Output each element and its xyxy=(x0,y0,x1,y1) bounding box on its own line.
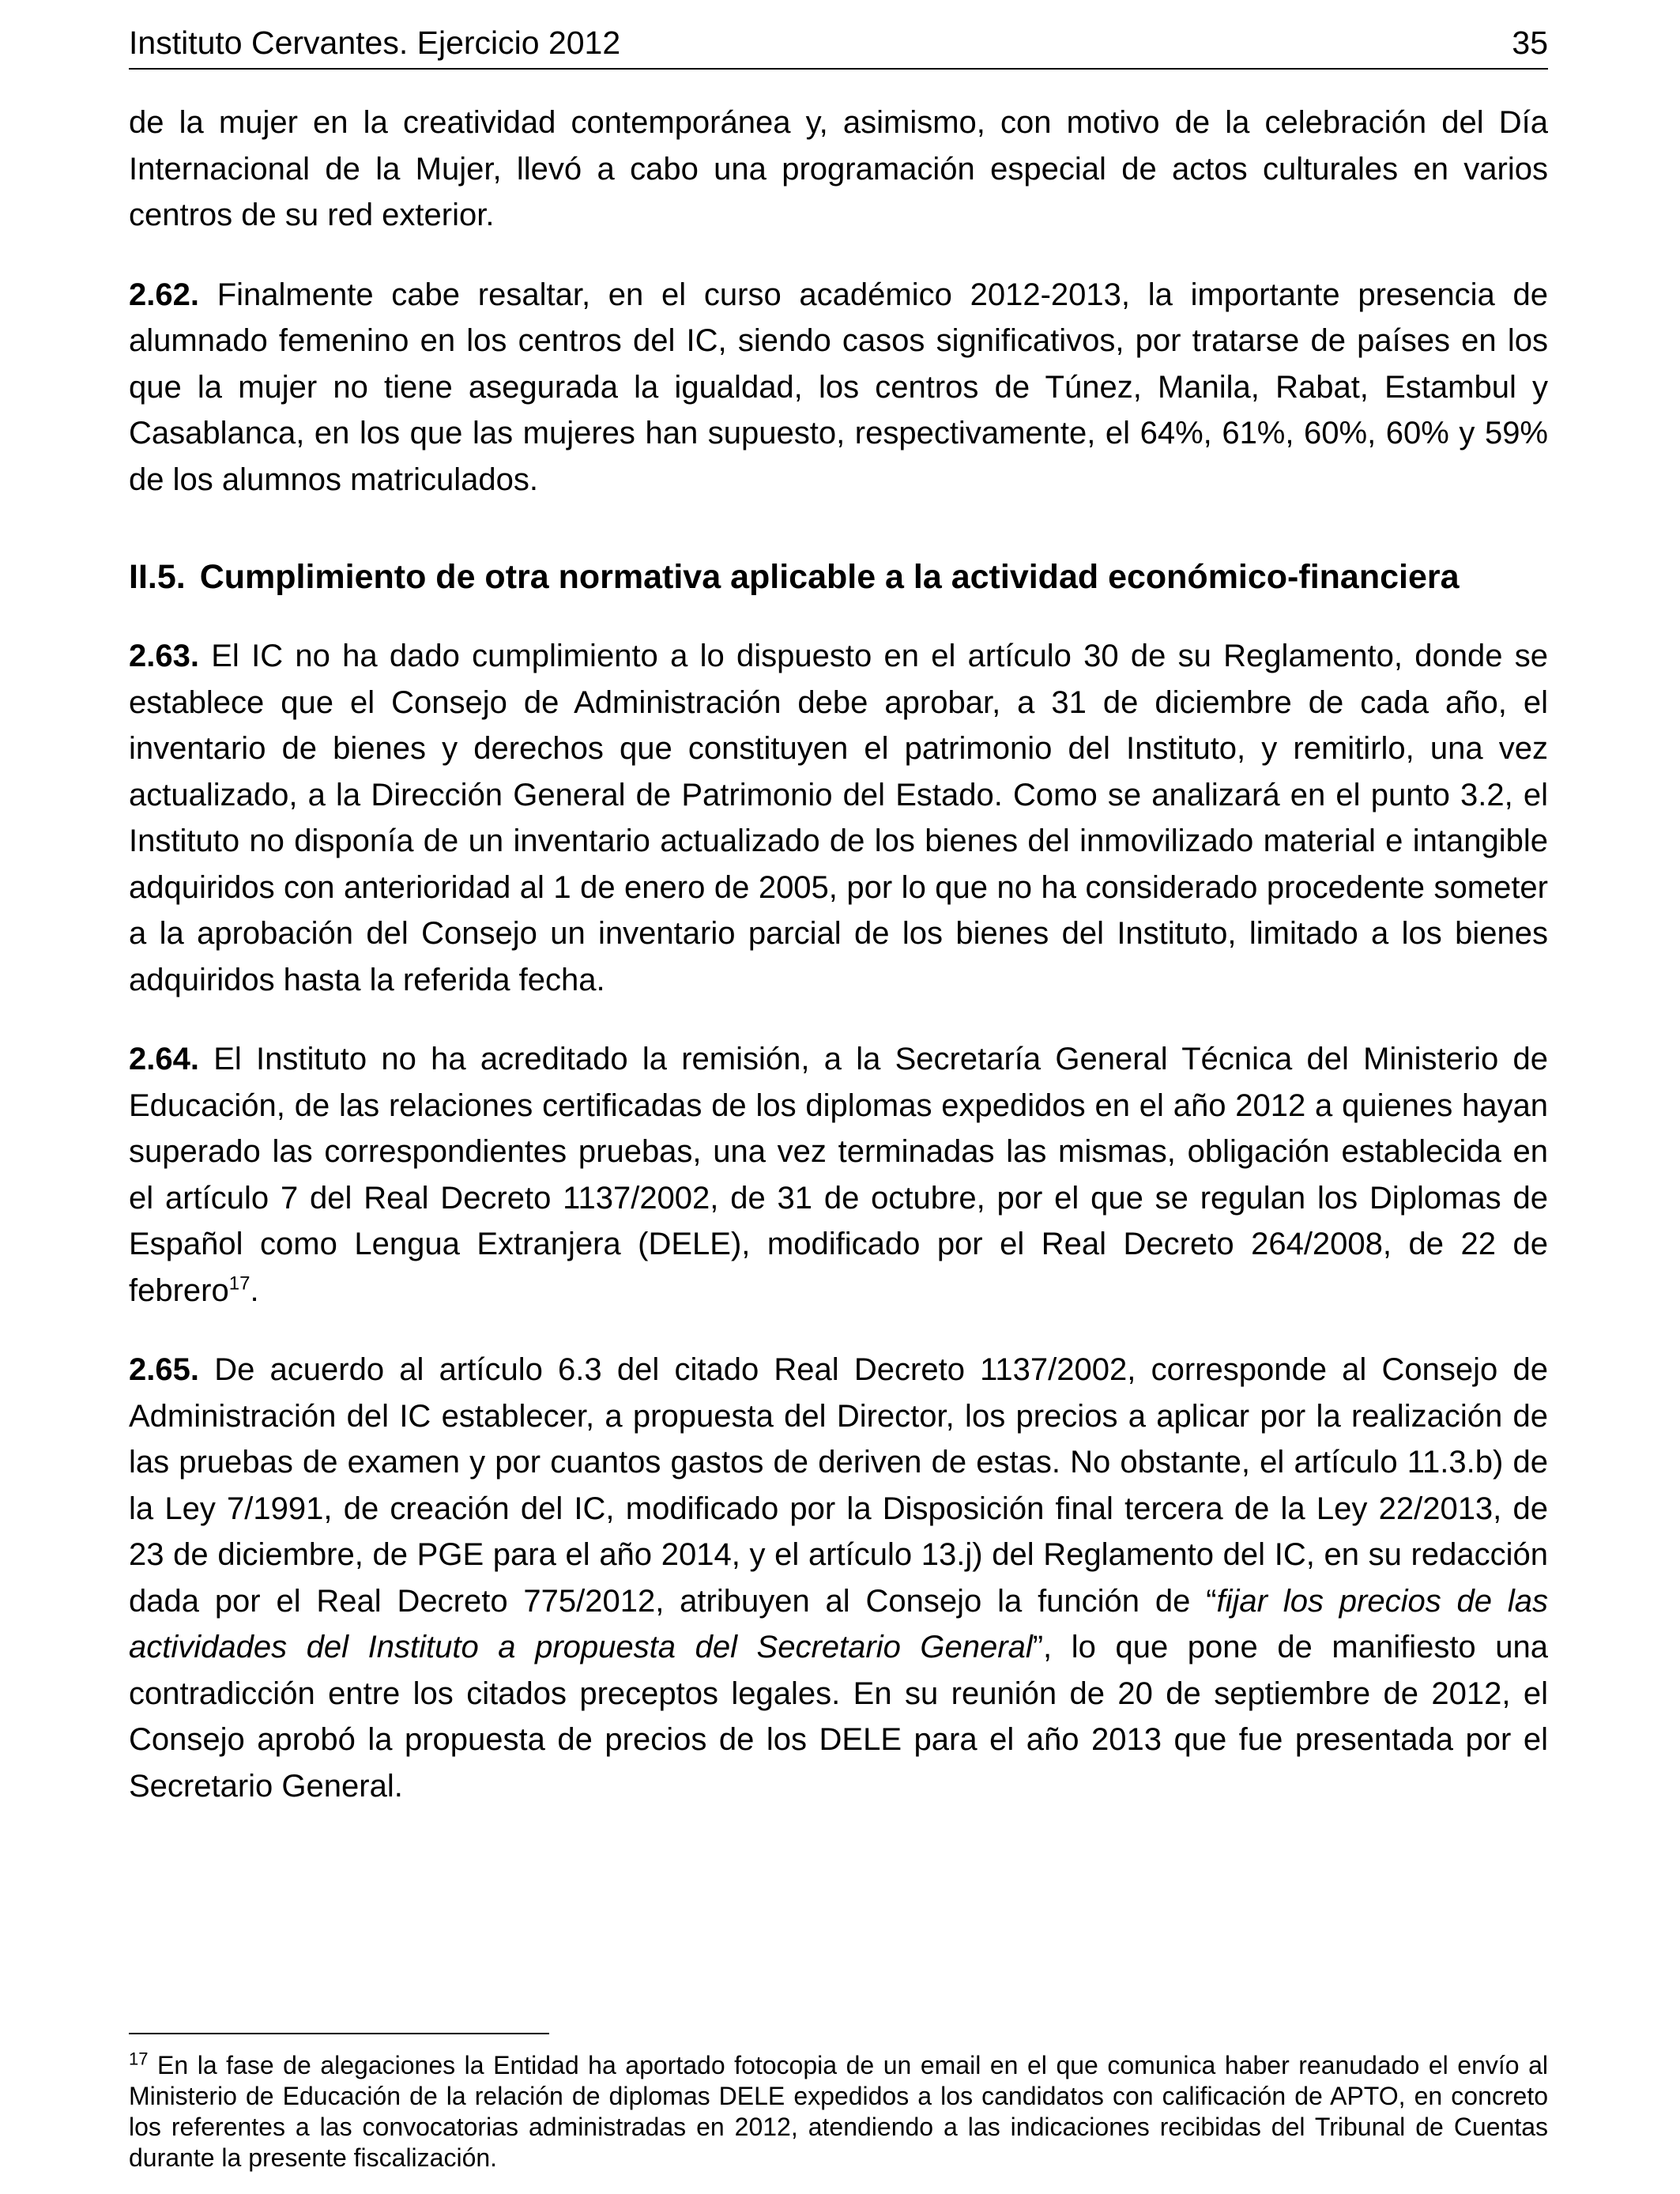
page-header xyxy=(129,19,1548,70)
footnote xyxy=(129,2050,1548,2173)
paragraph-text: Finalmente cabe resaltar, en el curso académico 2012-2013, la importante presencia de alumnado femenino en los centros del IC, siendo casos significativos, por tratarse de países en los que la mujer no tiene asegurada la igualdad, los centros de Túnez, Manila, Rabat, Estambul y Casablanca, en los que las mujeres han supuesto, respectivamente, el 64%, 61%, 60%, 60% y 59% de los alumnos matriculados. xyxy=(129,277,1548,497)
paragraph-text: El Instituto no ha acreditado la remisión, a la Secretaría General Técnica del Ministerio de Educación, de las relaciones certificadas de los diplomas expedidos en el año 2012 a quienes hayan superado las correspondientes pruebas, una vez terminadas las mismas, obligación establecida en el artículo 7 del Real Decreto 1137/2002, de 31 de octubre, por el que se regulan los Diplomas de Español como Lengua Extranjera (DELE), modificado por el Real Decreto 264/2008, de 22 de febrero xyxy=(129,1042,1548,1308)
section-heading xyxy=(129,553,1548,601)
paragraph-number: 2.63. xyxy=(129,639,199,673)
header-title: Instituto Cervantes. Ejercicio 2012 xyxy=(129,25,621,61)
paragraph-2-65 xyxy=(129,1347,1548,1809)
paragraph-number: 2.64. xyxy=(129,1042,199,1076)
paragraph-2-64 xyxy=(129,1036,1548,1314)
footnote-text: En la fase de alegaciones la Entidad ha aportado fotocopia de un email en el que comunica haber reanudado el envío al Ministerio de Educación de la relación de diplomas DELE expedidos a los candidatos con calificación de APTO, en concreto los referentes a las convocatorias administradas en 2012, atendiendo a las indicaciones recibidas del Tribunal de Cuentas durante la presente fiscalización. xyxy=(129,2051,1549,2172)
paragraph-text: El IC no ha dado cumplimiento a lo dispuesto en el artículo 30 de su Reglamento, donde se establece que el Consejo de Administración debe aprobar, a 31 de diciembre de cada año, el inventario de bienes y derechos que constituyen el patrimonio del Instituto, y remitirlo, una vez actualizado, a la Dirección General de Patrimonio del Estado. Como se analizará en el punto 3.2, el Instituto no disponía de un inventario actualizado de los bienes del inmovilizado material e intangible adquiridos con anterioridad al 1 de enero de 2005, por lo que no ha considerado procedente someter a la aprobación del Consejo un inventario parcial de los bienes del Instituto, limitado a los bienes adquiridos hasta la referida fecha. xyxy=(129,639,1548,997)
section-number: II.5. xyxy=(129,558,186,596)
paragraph-text-after: ”, lo que pone de manifiesto una contradicción entre los citados preceptos legales. En su reunión de 20 de septiembre de 2012, el Consejo aprobó la propuesta de precios de los DELE para el año 2013 que fue presentada por el Secretario General. xyxy=(129,1630,1548,1804)
quoted-text: fijar los precios de las actividades del Instituto a propuesta del Secretario General xyxy=(129,1583,1549,1664)
paragraph-2-63 xyxy=(129,633,1548,1003)
footnote-divider xyxy=(129,2033,549,2034)
section-title: Cumplimiento de otra normativa aplicable a la actividad económico-financiera xyxy=(199,558,1460,596)
body-text xyxy=(129,100,1548,1842)
paragraph-continuation xyxy=(129,100,1548,239)
paragraph-end: . xyxy=(250,1272,259,1308)
footnote-reference[interactable]: 17 xyxy=(228,1272,250,1295)
paragraph-number: 2.65. xyxy=(129,1352,199,1387)
paragraph-text: De acuerdo al artículo 6.3 del citado Real Decreto 1137/2002, corresponde al Consejo de Administración del IC establecer, a propuesta del Director, los precios a aplicar por la realización de las pruebas de examen y por cuantos gastos de deriven de estas. No obstante, el artículo 11.3.b) de la Ley 7/1991, de creación del IC, modificado por la Disposición final tercera de la Ley 22/2013, de 23 de diciembre, de PGE para el año 2014, y el artículo 13.j) del Reglamento del IC, en su redacción dada por el Real Decreto 775/2012, atribuyen al Consejo la función de “ xyxy=(129,1352,1548,1619)
paragraph-number: 2.62. xyxy=(129,277,199,312)
paragraph-2-62 xyxy=(129,272,1548,503)
footnote-number: 17 xyxy=(129,2049,149,2069)
page-number: 35 xyxy=(1512,25,1548,61)
paragraph-text: de la mujer en la creatividad contemporánea y, asimismo, con motivo de la celebración del Día Internacional de la Mujer, llevó a cabo una programación especial de actos culturales en varios centros de su red exterior. xyxy=(129,105,1548,232)
